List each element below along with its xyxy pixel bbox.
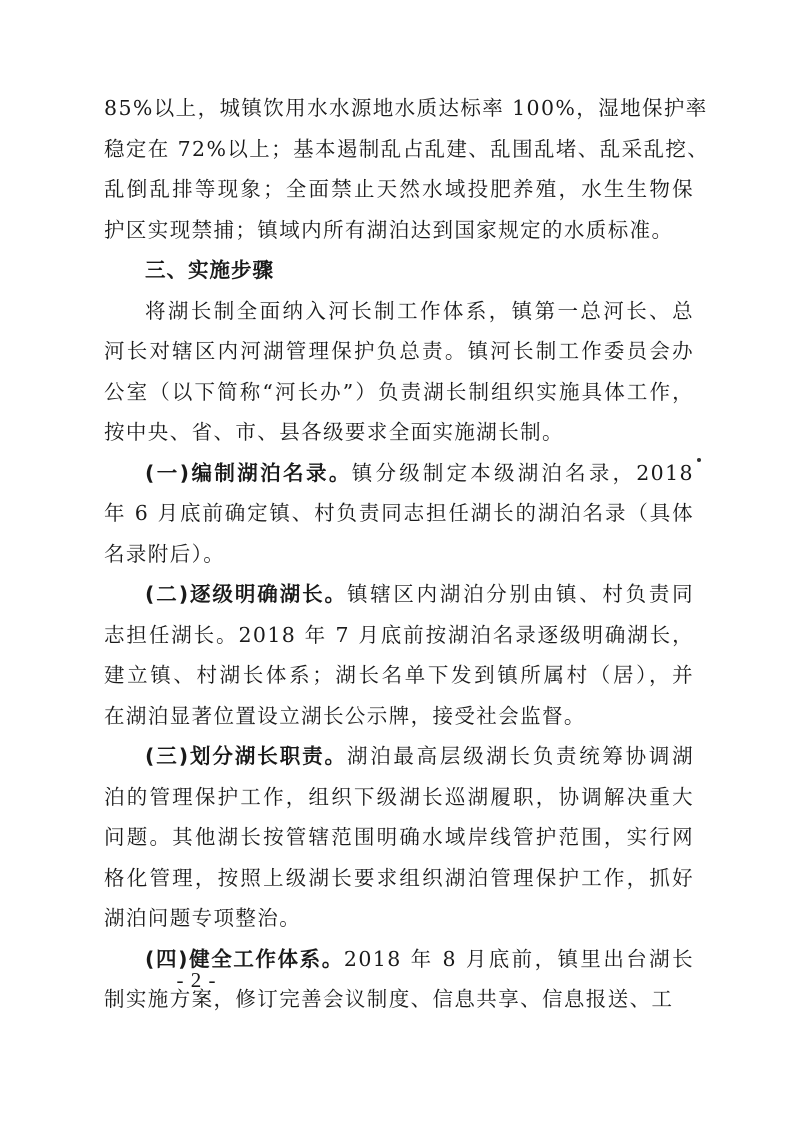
line-text: 公室（以下简称“河长办”）负责湖长制组织实施具体工作， bbox=[104, 379, 694, 404]
line-text: 2018 年 8 月底前，镇里出台湖长 bbox=[343, 946, 694, 971]
paragraph-line bbox=[104, 331, 694, 372]
subsection-lead: (三)划分湖长职责。 bbox=[145, 744, 347, 768]
line-text: 乱倒乱排等现象；全面禁止天然水域投肥养殖，水生生物保 bbox=[104, 177, 694, 201]
paragraph-line bbox=[104, 615, 694, 656]
line-text: 问题。其他湖长按管辖范围明确水域岸线管护范围，实行网 bbox=[104, 825, 694, 849]
paragraph-line bbox=[104, 655, 694, 696]
paragraph bbox=[104, 574, 694, 736]
line-text: 护区实现禁捕；镇域内所有湖泊达到国家规定的水质标准。 bbox=[104, 217, 674, 242]
line-text: 泊的管理保护工作，组织下级湖长巡湖履职，协调解决重大 bbox=[104, 784, 694, 809]
line-text: 稳定在 72%以上；基本遏制乱占乱建、乱围乱堵、乱采乱挖、 bbox=[104, 136, 710, 161]
line-text: 镇分级制定本级湖泊名录，2018 bbox=[351, 460, 694, 485]
line-text: 85%以上，城镇饮用水水源地水质达标率 100%，湿地保护率 bbox=[104, 96, 708, 120]
document-body bbox=[104, 88, 710, 1020]
paragraph-line bbox=[104, 129, 710, 170]
line-text: 按中央、省、市、县各级要求全面实施湖长制。 bbox=[104, 420, 564, 444]
paragraph-line bbox=[104, 817, 694, 858]
subsection-lead: (二)逐级明确湖长。 bbox=[145, 582, 347, 606]
paragraph-line bbox=[104, 777, 694, 818]
paragraph bbox=[104, 291, 694, 453]
subsection-lead: (四)健全工作体系。 bbox=[145, 946, 344, 971]
paragraph-line bbox=[104, 291, 694, 332]
paragraph bbox=[104, 88, 710, 250]
line-text: 在湖泊显著位置设立湖长公示牌，接受社会监督。 bbox=[104, 703, 586, 728]
section-heading: 三、实施步骤 bbox=[145, 258, 274, 282]
paragraph-line bbox=[104, 372, 694, 413]
paragraph-line bbox=[104, 898, 694, 939]
paragraph-line bbox=[104, 169, 694, 210]
line-text: 年 6 月底前确定镇、村负责同志担任湖长的湖泊名录（具体 bbox=[104, 501, 694, 525]
paragraph-line bbox=[104, 574, 694, 615]
line-text: 名录附后）。 bbox=[104, 541, 226, 566]
paragraph bbox=[104, 453, 694, 575]
subsection-lead: (一)编制湖泊名录。 bbox=[145, 460, 352, 485]
paragraph-line bbox=[104, 493, 694, 534]
paragraph-line bbox=[104, 88, 708, 129]
line-text: 镇辖区内湖泊分别由镇、村负责同 bbox=[346, 582, 694, 606]
page-number bbox=[0, 968, 793, 993]
line-text: 制实施方案，修订完善会议制度、信息共享、信息报送、工 bbox=[104, 987, 674, 1011]
paragraph bbox=[104, 736, 694, 939]
line-text: 建立镇、村湖长体系；湖长名单下发到镇所属村（居），并 bbox=[104, 663, 694, 687]
line-text: 将湖长制全面纳入河长制工作体系，镇第一总河长、总 bbox=[145, 298, 694, 323]
paragraph-line bbox=[104, 412, 694, 453]
line-text: 格化管理，按照上级湖长要求组织湖泊管理保护工作，抓好 bbox=[104, 865, 694, 890]
paragraph-line bbox=[104, 696, 694, 737]
paragraph-line bbox=[104, 858, 694, 899]
line-text: 河长对辖区内河湖管理保护负总责。镇河长制工作委员会办 bbox=[104, 339, 694, 363]
line-text: 湖泊最高层级湖长负责统筹协调湖 bbox=[346, 744, 694, 768]
paragraph-line bbox=[104, 534, 694, 575]
line-text: 湖泊问题专项整治。 bbox=[104, 906, 302, 930]
scan-speck bbox=[697, 458, 701, 462]
page-number-text: - 2 - bbox=[176, 968, 217, 992]
paragraph-line bbox=[104, 736, 694, 777]
line-text: 志担任湖长。2018 年 7 月底前按湖泊名录逐级明确湖长， bbox=[104, 622, 694, 647]
paragraph-line bbox=[104, 453, 694, 494]
paragraph-line bbox=[104, 210, 694, 251]
